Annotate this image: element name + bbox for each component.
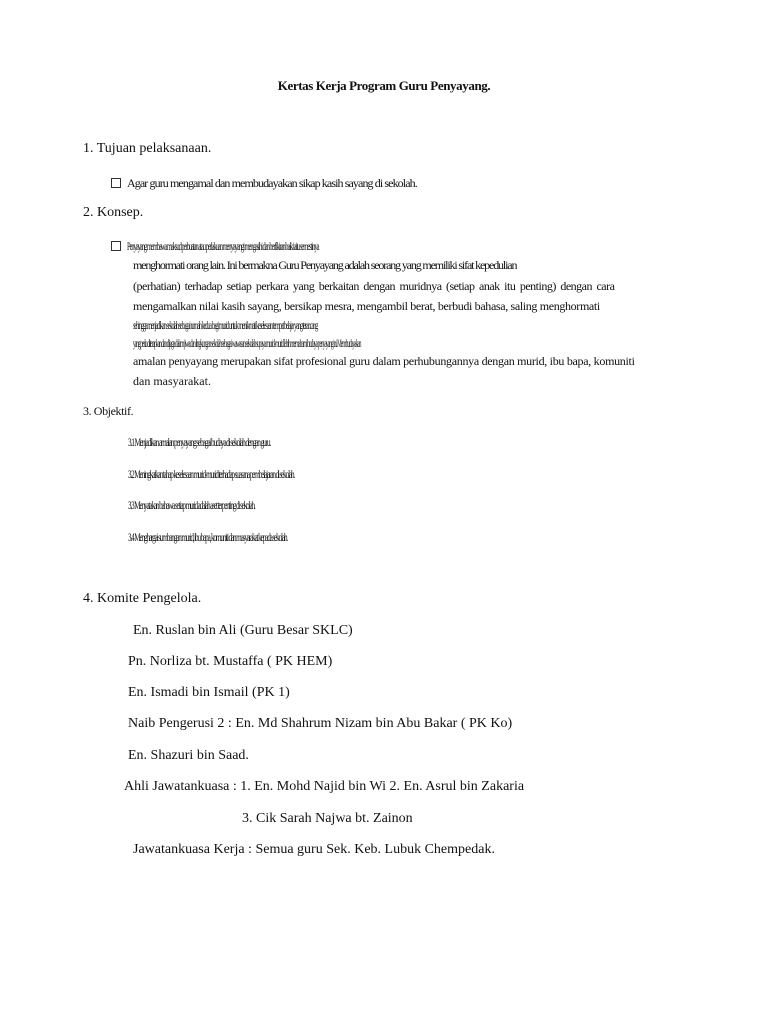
section-1-heading: 1. Tujuan pelaksanaan.	[83, 141, 212, 156]
committee-member-5: En. Shazuri bin Saad.	[128, 748, 249, 763]
section-2-line-6: yang perlu diterapkan dan dijaga dalam jiwa dan lingkungan sekolah sebagai wawasan sekolah supaya murid-murid lebih memahami budaya penyayang ini. Membudayakan	[133, 336, 361, 350]
checkbox-bullet-icon	[111, 178, 121, 188]
document-title: Kertas Kerja Program Guru Penyayang.	[277, 78, 491, 93]
committee-member-7: 3. Cik Sarah Najwa bt. Zainon	[242, 811, 413, 826]
committee-member-4: Naib Pengerusi 2 : En. Md Shahrum Nizam bin Abu Bakar ( PK Ko)	[128, 716, 513, 731]
committee-member-3: En. Ismadi bin Ismail (PK 1)	[128, 685, 290, 700]
committee-member-2: Pn. Norliza bt. Mustaffa ( PK HEM)	[128, 654, 333, 669]
section-2-line-2: menghormati orang lain. Ini bermakna Guru Penyayang adalah seorang yang memiliki sifat kepedulian	[133, 258, 517, 272]
section-1-bullet-text: Agar guru mengamal dan membudayakan sikap kasih sayang di sekolah.	[127, 176, 417, 190]
section-3-heading: 3. Objektif.	[83, 404, 134, 418]
section-2-line-1: Penyayang membawa maksud perbuatan atau perlakuan menyayangi mengasihi dan berfikiran baik iaitu semestinya	[127, 239, 319, 253]
section-2-line-7: amalan penyayang merupakan sifat profesional guru dalam perhubungannya dengan murid, ibu bapa, komuniti	[133, 354, 635, 368]
section-2-line-1-row	[111, 237, 482, 255]
objective-item-2: 3.2 Meningkatkan tahap keselesaan murid-murid terhadap suasana pembelajaran di sekolah.	[128, 467, 295, 481]
section-2-heading: 2. Konsep.	[83, 205, 144, 220]
section-4-heading: 4. Komite Pengelola.	[83, 591, 202, 606]
objective-item-4: 3.4 Menghargai sumbangan murid, ibu bapa, komuniti dan masyarakat kepada sekolah.	[128, 530, 288, 544]
section-1-bullet-row	[111, 174, 417, 192]
committee-member-6: Ahli Jawatankuasa : 1. En. Mohd Najid bin Wi 2. En. Asrul bin Zakaria	[124, 779, 525, 794]
section-2-line-4: mengamalkan nilai kasih sayang, bersikap mesra, mengambil berat, berbudi bahasa, saling menghormati	[133, 299, 600, 313]
committee-member-1: En. Ruslan bin Ali (Guru Besar SKLC)	[133, 623, 353, 638]
checkbox-bullet-icon	[111, 241, 121, 251]
objective-item-3: 3.3 Menyatakan bahawa setiap murid adalah aset terpenting di sekolah.	[128, 498, 255, 512]
section-2-line-5: sehingga menjadikan sekolah sebagai rumah kedua bagi murid untuk menikmati keselesaan tempat belajar yang terancang	[133, 318, 318, 332]
committee-member-8: Jawatankuasa Kerja : Semua guru Sek. Keb. Lubuk Chempedak.	[133, 842, 495, 857]
section-2-line-8: dan masyarakat.	[133, 374, 211, 388]
section-2-line-3: (perhatian) terhadap setiap perkara yang berkaitan dengan muridnya (setiap anak itu penting) dengan cara	[133, 279, 615, 293]
objective-item-1: 3.1 Menjadikan amalan penyayang sebagai budaya di sekolah dengan guru.	[128, 435, 271, 449]
